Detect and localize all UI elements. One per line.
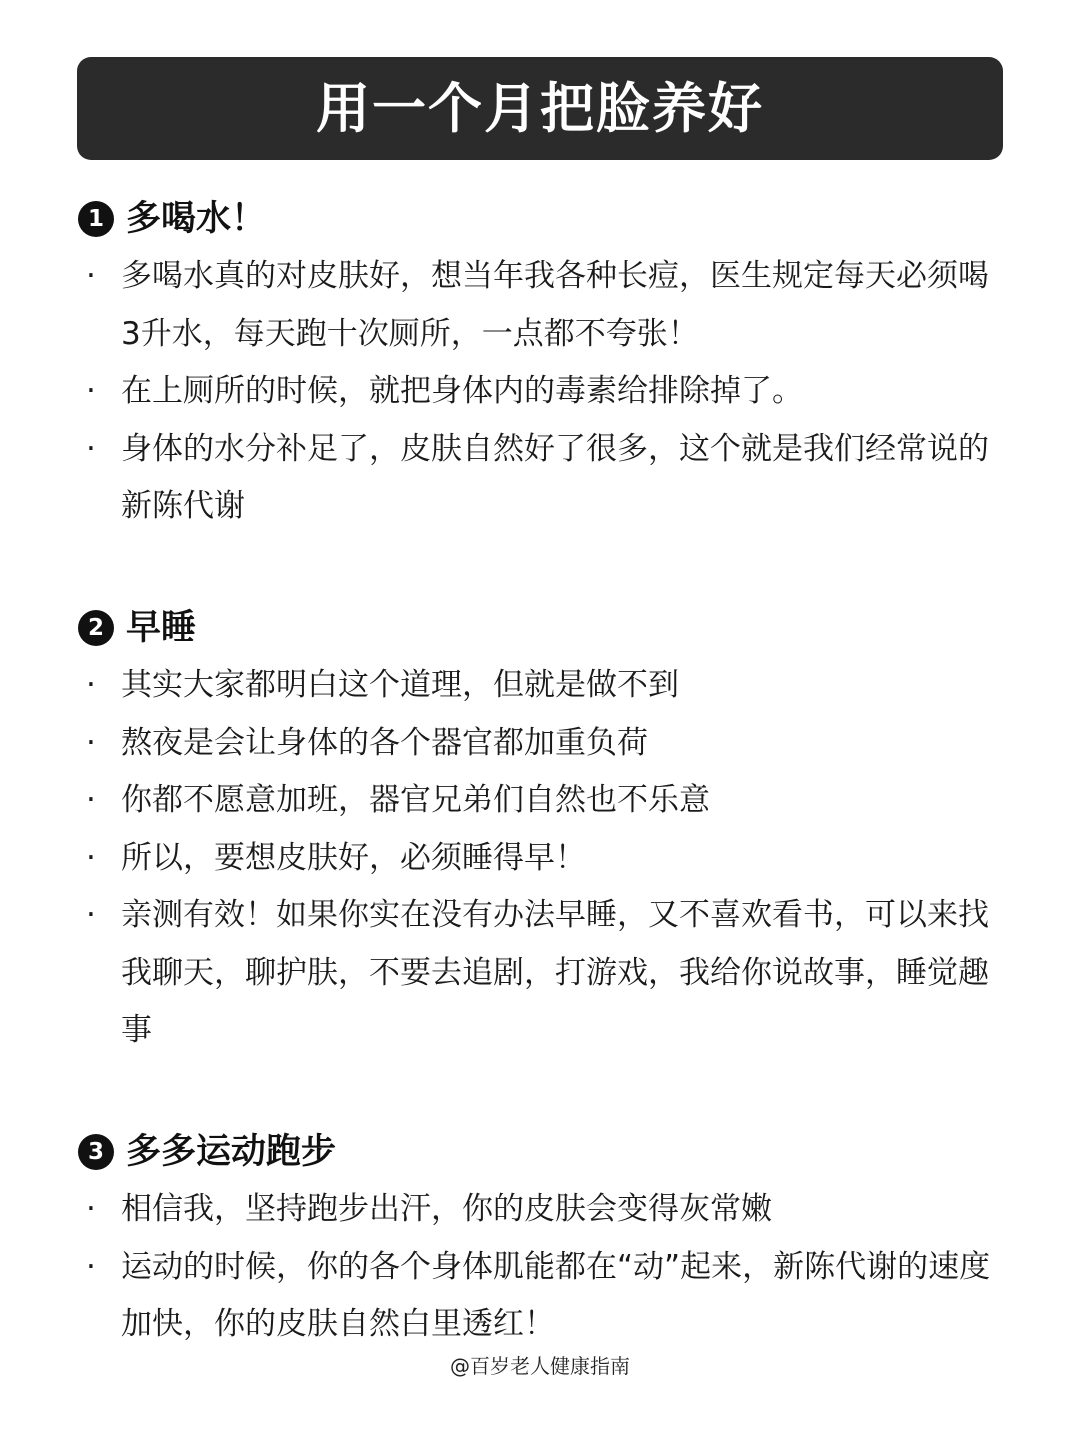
list-item: · 运动的时候，你的各个身体肌能都在“动”起来，新陈代谢的速度加快，你的皮肤自然白里透红！ <box>78 1239 998 1354</box>
bullet-icon: · <box>86 897 96 933</box>
section-heading <box>78 1126 998 1178</box>
number-badge-icon: 1 <box>78 201 114 237</box>
title-banner <box>77 57 1003 160</box>
bullet-icon: · <box>86 430 96 467</box>
bullet-icon: · <box>86 782 96 818</box>
number-badge-icon: 3 <box>78 1134 114 1170</box>
bullet-icon: · <box>86 839 96 876</box>
section-drink-water <box>78 193 998 536</box>
number-badge-icon: 2 <box>78 610 114 646</box>
section-heading <box>78 602 998 654</box>
bullet-icon: · <box>86 724 96 761</box>
section-heading <box>78 193 998 245</box>
list-item: · 熬夜是会让身体的各个器官都加重负荷 <box>78 715 998 773</box>
page-title: 用一个月把脸养好 <box>316 76 764 140</box>
bullet-icon: · <box>86 1191 96 1227</box>
section-title: 多喝水！ <box>126 198 267 239</box>
list-item: · 你都不愿意加班，器官兄弟们自然也不乐意 <box>78 772 998 830</box>
list-item: · 相信我，坚持跑步出汗，你的皮肤会变得灰常嫩 <box>78 1181 998 1239</box>
bullet-icon: · <box>86 667 96 703</box>
watermark: @百岁老人健康指南 <box>450 1354 630 1378</box>
list-item: · 在上厕所的时候，就把身体内的毒素给排除掉了。 <box>78 363 998 421</box>
list-item: · 身体的水分补足了，皮肤自然好了很多，这个就是我们经常说的新陈代谢 <box>78 421 998 536</box>
bullet-icon: · <box>86 258 96 294</box>
section-sleep-early <box>78 602 998 1060</box>
bullet-icon: · <box>86 1248 96 1285</box>
list-item: · 亲测有效！如果你实在没有办法早睡，又不喜欢看书，可以来找我聊天，聊护肤，不要去追剧，打游戏，我给你说故事，睡觉趣事 <box>78 887 998 1060</box>
list-item: · 其实大家都明白这个道理，但就是做不到 <box>78 657 998 715</box>
section-title: 早睡 <box>126 607 197 648</box>
list-item: · 所以，要想皮肤好，必须睡得早！ <box>78 830 998 888</box>
list-item: · 多喝水真的对皮肤好，想当年我各种长痘，医生规定每天必须喝3升水，每天跑十次厕所，一点都不夸张！ <box>78 248 998 363</box>
section-title: 多多运动跑步 <box>126 1131 337 1172</box>
bullet-icon: · <box>86 373 96 409</box>
section-exercise <box>78 1126 998 1354</box>
